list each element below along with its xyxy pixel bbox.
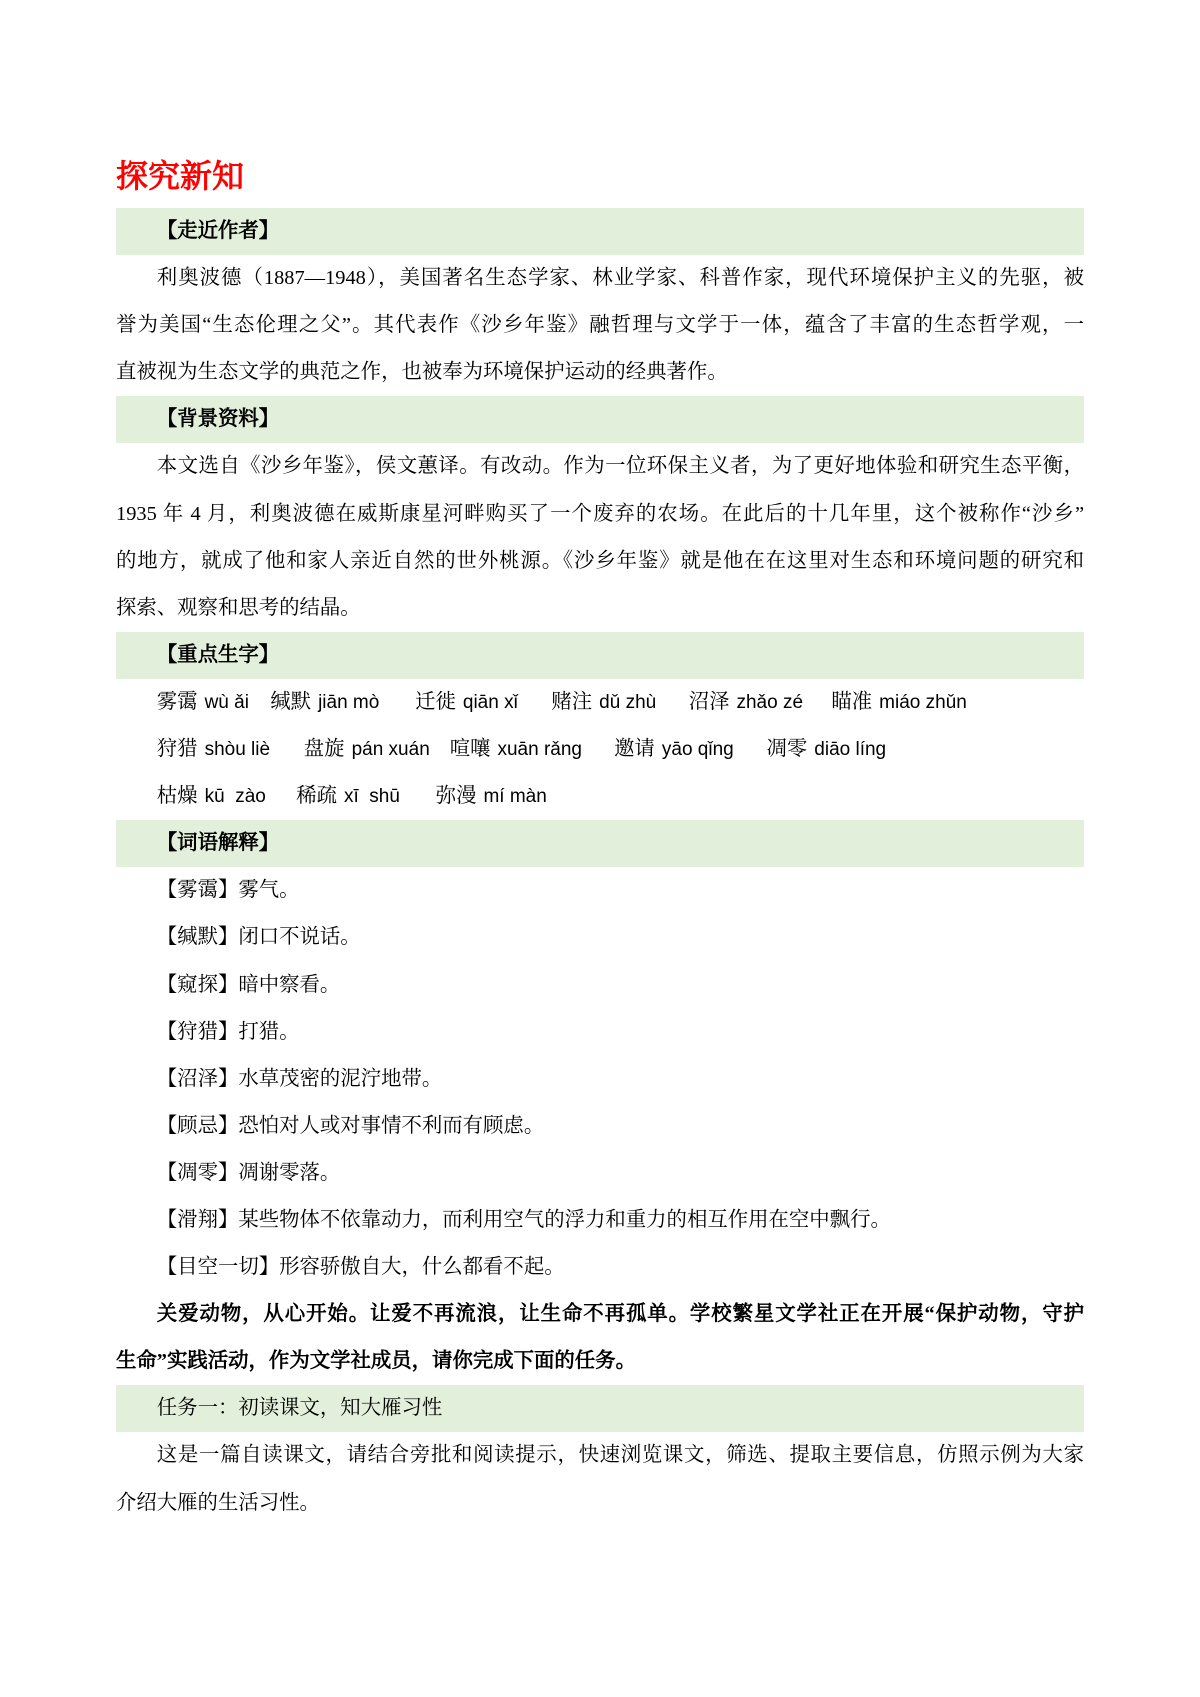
glossary-entry <box>116 1009 1084 1056</box>
glossary-term: 【沼泽】 <box>156 1067 239 1090</box>
vocab-item <box>614 726 734 773</box>
vocab-pinyin: miáo zhǔn <box>879 691 967 713</box>
glossary-entry <box>116 962 1084 1009</box>
vocab-pinyin: qiān xǐ <box>462 691 518 713</box>
characters-section <box>116 632 1084 820</box>
vocab-item <box>157 726 270 773</box>
document-body <box>116 208 1084 1527</box>
task-heading-label: 任务一：初读课文，知大雁习性 <box>156 1397 443 1420</box>
glossary-term: 【狩猎】 <box>156 1020 239 1043</box>
section-heading-author <box>116 208 1084 255</box>
glossary-term: 【目空一切】 <box>156 1256 280 1279</box>
vocab-word: 沼泽 <box>688 690 730 713</box>
vocab-item <box>689 679 803 726</box>
glossary-definition: 暗中察看。 <box>238 973 341 996</box>
vocab-item <box>270 679 379 726</box>
background-section <box>116 396 1084 631</box>
vocab-pinyin: shòu liè <box>204 739 271 761</box>
vocab-word: 赌注 <box>551 690 593 713</box>
vocab-word: 凋零 <box>766 738 808 761</box>
glossary-term: 【顾忌】 <box>156 1114 239 1137</box>
glossary-definition: 某些物体不依靠动力，而利用空气的浮力和重力的相互作用在空中飘行。 <box>238 1208 891 1231</box>
glossary-term: 【雾霭】 <box>156 879 239 902</box>
vocab-item <box>157 679 249 726</box>
section-heading-label: 【背景资料】 <box>156 408 280 431</box>
paragraph-line: 1935 年 4 月，利奥波德在威斯康星河畔购买了一个废弃的农场。在此后的十几年里，这个被称作“沙乡” <box>116 502 1084 525</box>
glossary-entry <box>116 1244 1084 1291</box>
vocab-word: 邀请 <box>614 738 655 761</box>
vocab-item <box>831 679 966 726</box>
task-one-section <box>116 1385 1084 1526</box>
vocab-pinyin: diāo líng <box>814 739 887 761</box>
vocab-item <box>436 773 547 820</box>
vocab-pinyin: jiān mò <box>318 691 380 713</box>
vocab-pinyin: kū zào <box>204 786 266 808</box>
glossary-entry <box>116 1103 1084 1150</box>
vocab-pinyin: pán xuán <box>351 739 430 761</box>
paragraph-line: 这是一篇自读课文，请结合旁批和阅读提示，快速浏览课文，筛选、提取主要信息，仿照示例为大家 <box>156 1444 1084 1467</box>
vocab-word: 狩猎 <box>156 738 198 761</box>
glossary-section <box>116 820 1084 1291</box>
vocab-row <box>116 726 1084 773</box>
vocab-pinyin: xuān rǎng <box>497 739 582 761</box>
glossary-term: 【滑翔】 <box>156 1208 239 1231</box>
glossary-definition: 雾气。 <box>238 879 300 902</box>
vocab-item <box>450 726 582 773</box>
vocab-item <box>304 726 430 773</box>
section-heading-label: 【走近作者】 <box>156 220 280 242</box>
glossary-definition: 凋谢零落。 <box>238 1161 341 1184</box>
vocab-pinyin: zhǎo zé <box>736 691 804 713</box>
glossary-entry <box>116 1056 1084 1103</box>
glossary-entry <box>116 1150 1084 1197</box>
glossary-term: 【窥探】 <box>156 973 239 996</box>
vocab-word: 枯燥 <box>156 785 198 808</box>
vocab-pinyin: wù ǎi <box>204 691 249 713</box>
glossary-definition: 闭口不说话。 <box>238 926 361 949</box>
vocab-item <box>767 726 887 773</box>
glossary-entry <box>116 914 1084 961</box>
vocab-word: 弥漫 <box>435 785 477 808</box>
vocab-word: 迁徙 <box>415 690 456 713</box>
paragraph-line: 誉为美国“生态伦理之父”。其代表作《沙乡年鉴》融哲理与文学于一体，蕴含了丰富的生态哲学观，一 <box>116 314 1084 337</box>
glossary-definition: 形容骄傲自大，什么都看不起。 <box>279 1256 565 1279</box>
task-heading <box>116 1385 1084 1432</box>
vocab-pinyin: xī shū <box>343 786 400 808</box>
glossary-definition: 水草茂密的泥泞地带。 <box>238 1067 443 1090</box>
glossary-definition: 打猎。 <box>238 1020 300 1043</box>
page-title: 探究新知 <box>116 157 245 195</box>
glossary-definition: 恐怕对人或对事情不利而有顾虑。 <box>238 1114 545 1137</box>
vocab-item <box>551 679 656 726</box>
vocab-word: 瞄准 <box>831 690 873 713</box>
paragraph-line: 直被视为生态文学的典范之作，也被奉为环境保护运动的经典著作。 <box>116 361 728 384</box>
vocab-pinyin: yāo qǐng <box>661 739 734 761</box>
paragraph-line: 本文选自《沙乡年鉴》，侯文蕙译。有改动。作为一位环保主义者，为了更好地体验和研究生态平衡， <box>156 455 1084 478</box>
vocab-word: 喧嚷 <box>449 738 491 761</box>
vocab-item <box>415 679 518 726</box>
glossary-entry <box>116 1197 1084 1244</box>
paragraph-line: 探索、观察和思考的结晶。 <box>116 596 361 619</box>
vocab-pinyin: dǔ zhù <box>599 691 657 713</box>
section-heading-glossary <box>116 820 1084 867</box>
vocab-pinyin: mí màn <box>483 786 547 808</box>
author-section <box>116 208 1084 396</box>
vocab-row <box>116 773 1084 820</box>
section-heading-background <box>116 396 1084 443</box>
activity-intro <box>116 1291 1084 1385</box>
paragraph-line: 利奥波德（1887—1948），美国著名生态学家、林业学家、科普作家，现代环境保护主义的先驱，被 <box>156 267 1084 290</box>
section-heading-label: 【词语解释】 <box>156 832 280 855</box>
paragraph-line: 介绍大雁的生活习性。 <box>116 1491 320 1514</box>
glossary-term: 【凋零】 <box>156 1161 239 1184</box>
paragraph-line: 的地方，就成了他和家人亲近自然的世外桃源。《沙乡年鉴》就是他在在这里对生态和环境问题的研究和 <box>116 549 1084 572</box>
paragraph-line: 关爱动物，从心开始。让爱不再流浪，让生命不再孤单。学校繁星文学社正在开展“保护动物，守护 <box>156 1303 1084 1326</box>
section-heading-label: 【重点生字】 <box>156 643 280 666</box>
vocab-word: 盘旋 <box>303 738 345 761</box>
vocab-word: 稀疏 <box>296 785 337 808</box>
vocab-item <box>296 773 400 820</box>
glossary-term: 【缄默】 <box>156 926 239 949</box>
vocab-word: 缄默 <box>270 690 312 713</box>
paragraph-line: 生命”实践活动，作为文学社成员，请你完成下面的任务。 <box>116 1350 636 1373</box>
glossary-entry <box>116 867 1084 914</box>
vocab-item <box>157 773 266 820</box>
section-heading-characters <box>116 632 1084 679</box>
vocab-row <box>116 679 1084 726</box>
vocab-word: 雾霭 <box>156 690 198 713</box>
